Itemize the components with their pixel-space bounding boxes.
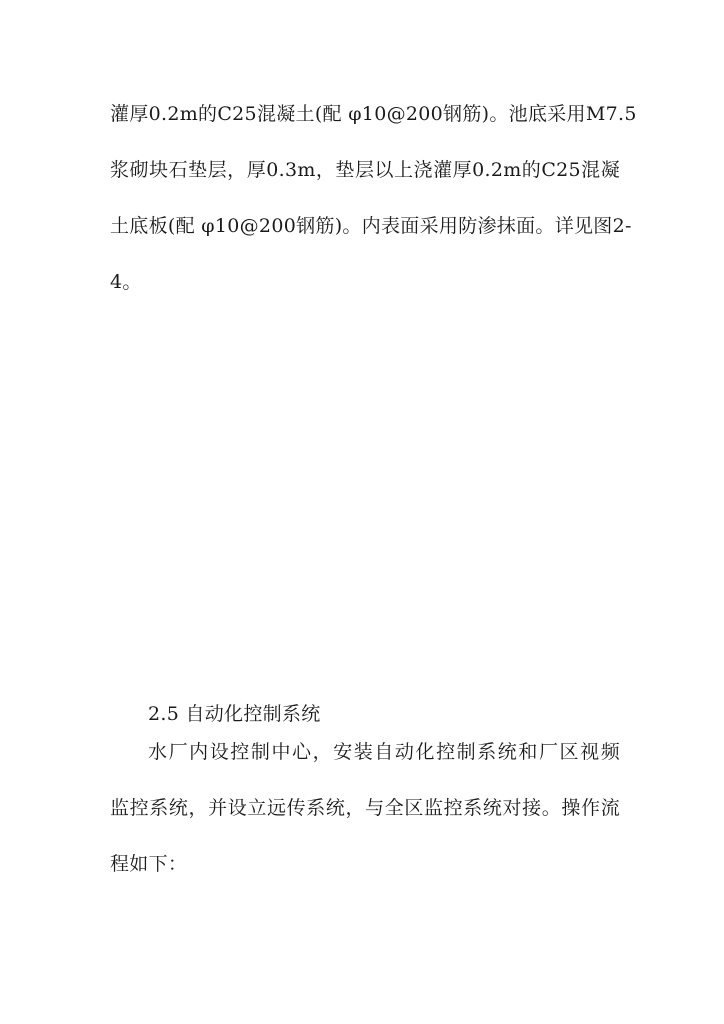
paragraph-1-line-3: 土底板(配 φ10@200钢筋)。内表面采用防渗抹面。详见图2- xyxy=(110,215,632,237)
section-paragraph-line-1: 水厂内设控制中心，安装自动化控制系统和厂区视频 xyxy=(148,741,620,763)
section-heading: 2.5 自动化控制系统 xyxy=(148,703,321,725)
paragraph-1-line-4: 4。 xyxy=(110,271,142,293)
paragraph-1-line-1: 灌厚0.2m的C25混凝土(配 φ10@200钢筋)。池底采用M7.5 xyxy=(110,103,637,125)
section-paragraph-line-3: 程如下： xyxy=(110,853,188,875)
paragraph-1-line-2: 浆砌块石垫层，厚0.3m，垫层以上浇灌厚0.2m的C25混凝 xyxy=(110,159,620,181)
section-paragraph-line-2: 监控系统，并设立远传系统，与全区监控系统对接。操作流 xyxy=(110,797,620,819)
